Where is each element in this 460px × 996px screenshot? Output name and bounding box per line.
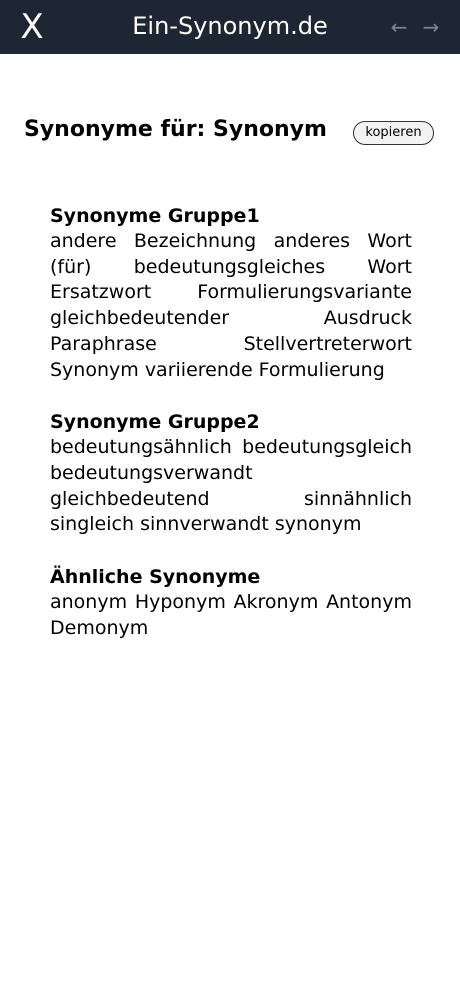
synonym-link[interactable]: bedeutungsgleiches Wort bbox=[133, 255, 412, 278]
synonym-link[interactable]: andere Bezeichnung bbox=[50, 230, 257, 252]
synonym-link[interactable]: Akronym bbox=[233, 591, 319, 614]
word-list bbox=[50, 435, 412, 538]
synonym-link[interactable]: bedeutungsgleich bbox=[242, 436, 412, 459]
synonym-link[interactable]: bedeutungsähnlich bbox=[50, 436, 232, 459]
synonym-link[interactable]: anonym bbox=[50, 591, 128, 614]
synonym-link[interactable]: Hyponym bbox=[134, 591, 226, 614]
synonym-group bbox=[50, 409, 412, 538]
group-title: Synonyme Gruppe1 bbox=[50, 205, 260, 227]
forward-arrow-icon[interactable]: → bbox=[422, 15, 440, 39]
synonym-group bbox=[50, 203, 412, 383]
synonym-link[interactable]: Formulierungsvariante bbox=[197, 281, 412, 304]
synonym-link[interactable]: gleichbedeutend bbox=[50, 487, 210, 510]
group-title: Synonyme Gruppe2 bbox=[50, 411, 260, 434]
synonym-link[interactable]: Ersatzwort bbox=[50, 281, 152, 304]
heading-row bbox=[24, 114, 444, 148]
synonym-link[interactable]: sinnverwandt bbox=[140, 513, 269, 536]
synonym-link[interactable]: Paraphrase bbox=[50, 332, 157, 355]
synonym-group bbox=[50, 564, 412, 641]
group-title: Ähnliche Synonyme bbox=[50, 566, 261, 589]
word-list bbox=[50, 229, 412, 383]
synonym-groups bbox=[50, 203, 412, 667]
copy-button[interactable]: kopieren bbox=[353, 121, 434, 145]
synonym-link[interactable]: sinnähnlich bbox=[303, 487, 412, 510]
synonym-link[interactable]: anderes Wort (für) bbox=[50, 230, 412, 278]
page-heading: Synonyme für: Synonym bbox=[24, 117, 327, 142]
synonym-link[interactable]: Demonym bbox=[50, 616, 149, 639]
synonym-link[interactable]: variierende Formulierung bbox=[144, 358, 385, 381]
close-button[interactable]: X bbox=[20, 7, 44, 47]
synonym-link[interactable]: Synonym bbox=[50, 358, 139, 381]
synonym-link[interactable]: synonym bbox=[274, 513, 362, 536]
word-list bbox=[50, 590, 412, 641]
synonym-link[interactable]: bedeutungsverwandt bbox=[50, 461, 253, 484]
synonym-link[interactable]: Antonym bbox=[326, 591, 412, 614]
top-bar bbox=[0, 0, 460, 54]
synonym-link[interactable]: Stellvertreterwort bbox=[243, 332, 412, 355]
synonym-link[interactable]: singleich bbox=[50, 513, 135, 536]
app-title: Ein-Synonym.de bbox=[132, 12, 328, 40]
synonym-link[interactable]: gleichbedeutender Ausdruck bbox=[50, 307, 412, 330]
back-arrow-icon[interactable]: ← bbox=[390, 15, 408, 39]
